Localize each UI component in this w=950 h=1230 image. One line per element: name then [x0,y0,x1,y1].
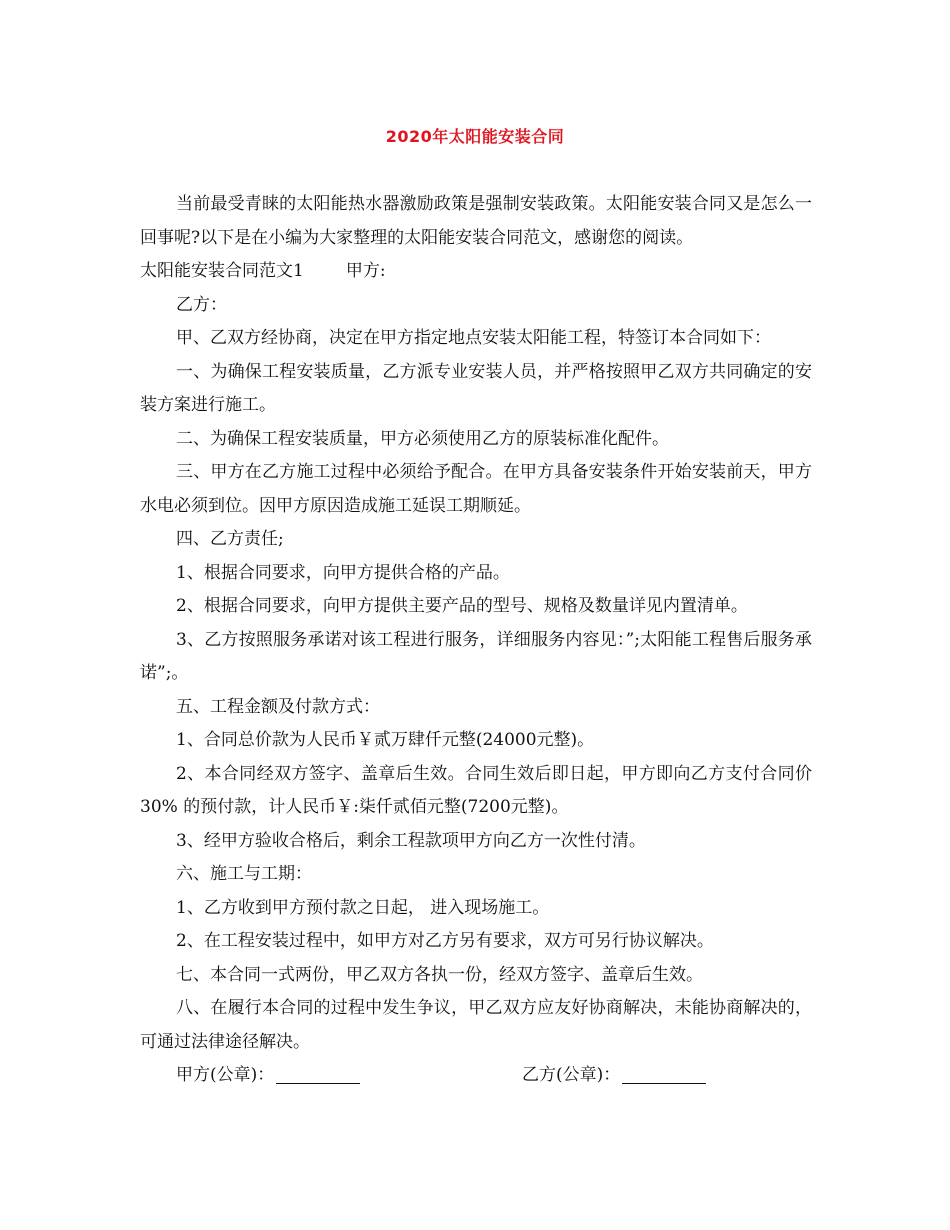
party-b-signature-blank[interactable] [622,1063,706,1084]
contract-preamble: 甲、乙双方经协商，决定在甲方指定地点安装太阳能工程，特签订本合同如下： [176,328,771,348]
clause-6-item-2: 2、在工程安装过程中，如甲方对乙方另有要求，双方可另行协议解决。 [176,931,714,951]
clause-6-item-1: 1、乙方收到甲方预付款之日起， 进入现场施工。 [176,897,550,918]
clause-5-heading: 五、工程金额及付款方式： [176,696,380,717]
clause-7: 七、本合同一式两份，甲乙双方各执一份，经双方签字、盖章后生效。 [176,964,703,985]
clause-6-heading: 六、施工与工期： [176,864,312,884]
clause-5-item-3: 3、经甲方验收合格后，剩余工程款项甲方向乙方一次性付清。 [176,830,646,851]
clause-4-item-2: 2、根据合同要求，向甲方提供主要产品的型号、规格及数量详见内置清单。 [176,596,748,616]
party-a-signature [176,1059,360,1093]
party-a-seal-label: 甲方(公章)： [176,1065,275,1085]
party-a-signature-blank[interactable] [276,1063,360,1084]
document-body [140,188,812,1093]
sample-heading-line [140,255,812,289]
party-b-seal-label: 乙方(公章)： [522,1065,621,1085]
document-title: 2020年太阳能安装合同 [385,127,565,146]
clause-3: 三、甲方在乙方施工过程中必须给予配合。在甲方具备安装条件开始安装前天，甲方水电必须到位。因甲方原因造成施工延误工期顺延。 [140,462,812,516]
clause-4-item-3: 3、乙方按照服务承诺对该工程进行服务，详细服务内容见：”;太阳能工程售后服务承诺”;。 [140,629,812,683]
clause-5-item-1: 1、合同总价款为人民币￥贰万肆仟元整(24000元整)。 [176,730,595,750]
party-b-label: 乙方： [176,294,227,315]
party-a-label: 甲方: [345,261,386,281]
clause-2: 二、为确保工程安装质量，甲方必须使用乙方的原装标准化配件。 [176,428,669,449]
intro-paragraph: 当前最受青睐的太阳能热水器激励政策是强制安装政策。太阳能安装合同又是怎么一回事呢?以下是在小编为大家整理的太阳能安装合同范文，感谢您的阅读。 [140,194,812,248]
clause-4-heading: 四、乙方责任; [176,529,284,549]
sample-heading: 太阳能安装合同范文1 [140,261,304,281]
party-b-signature [522,1059,706,1093]
clause-1: 一、为确保工程安装质量，乙方派专业安装人员，并严格按照甲乙双方共同确定的安装方案进行施工。 [140,361,812,415]
clause-8: 八、在履行本合同的过程中发生争议，甲乙双方应友好协商解决，未能协商解决的，可通过法律途径解决。 [140,998,812,1052]
signature-row [140,1059,812,1093]
clause-5-item-2: 2、本合同经双方签字、盖章后生效。合同生效后即日起，甲方即向乙方支付合同价30% 的预付款，计人民币￥:柒仟贰佰元整(7200元整)。 [140,763,812,817]
clause-4-item-1: 1、根据合同要求，向甲方提供合格的产品。 [176,562,510,583]
